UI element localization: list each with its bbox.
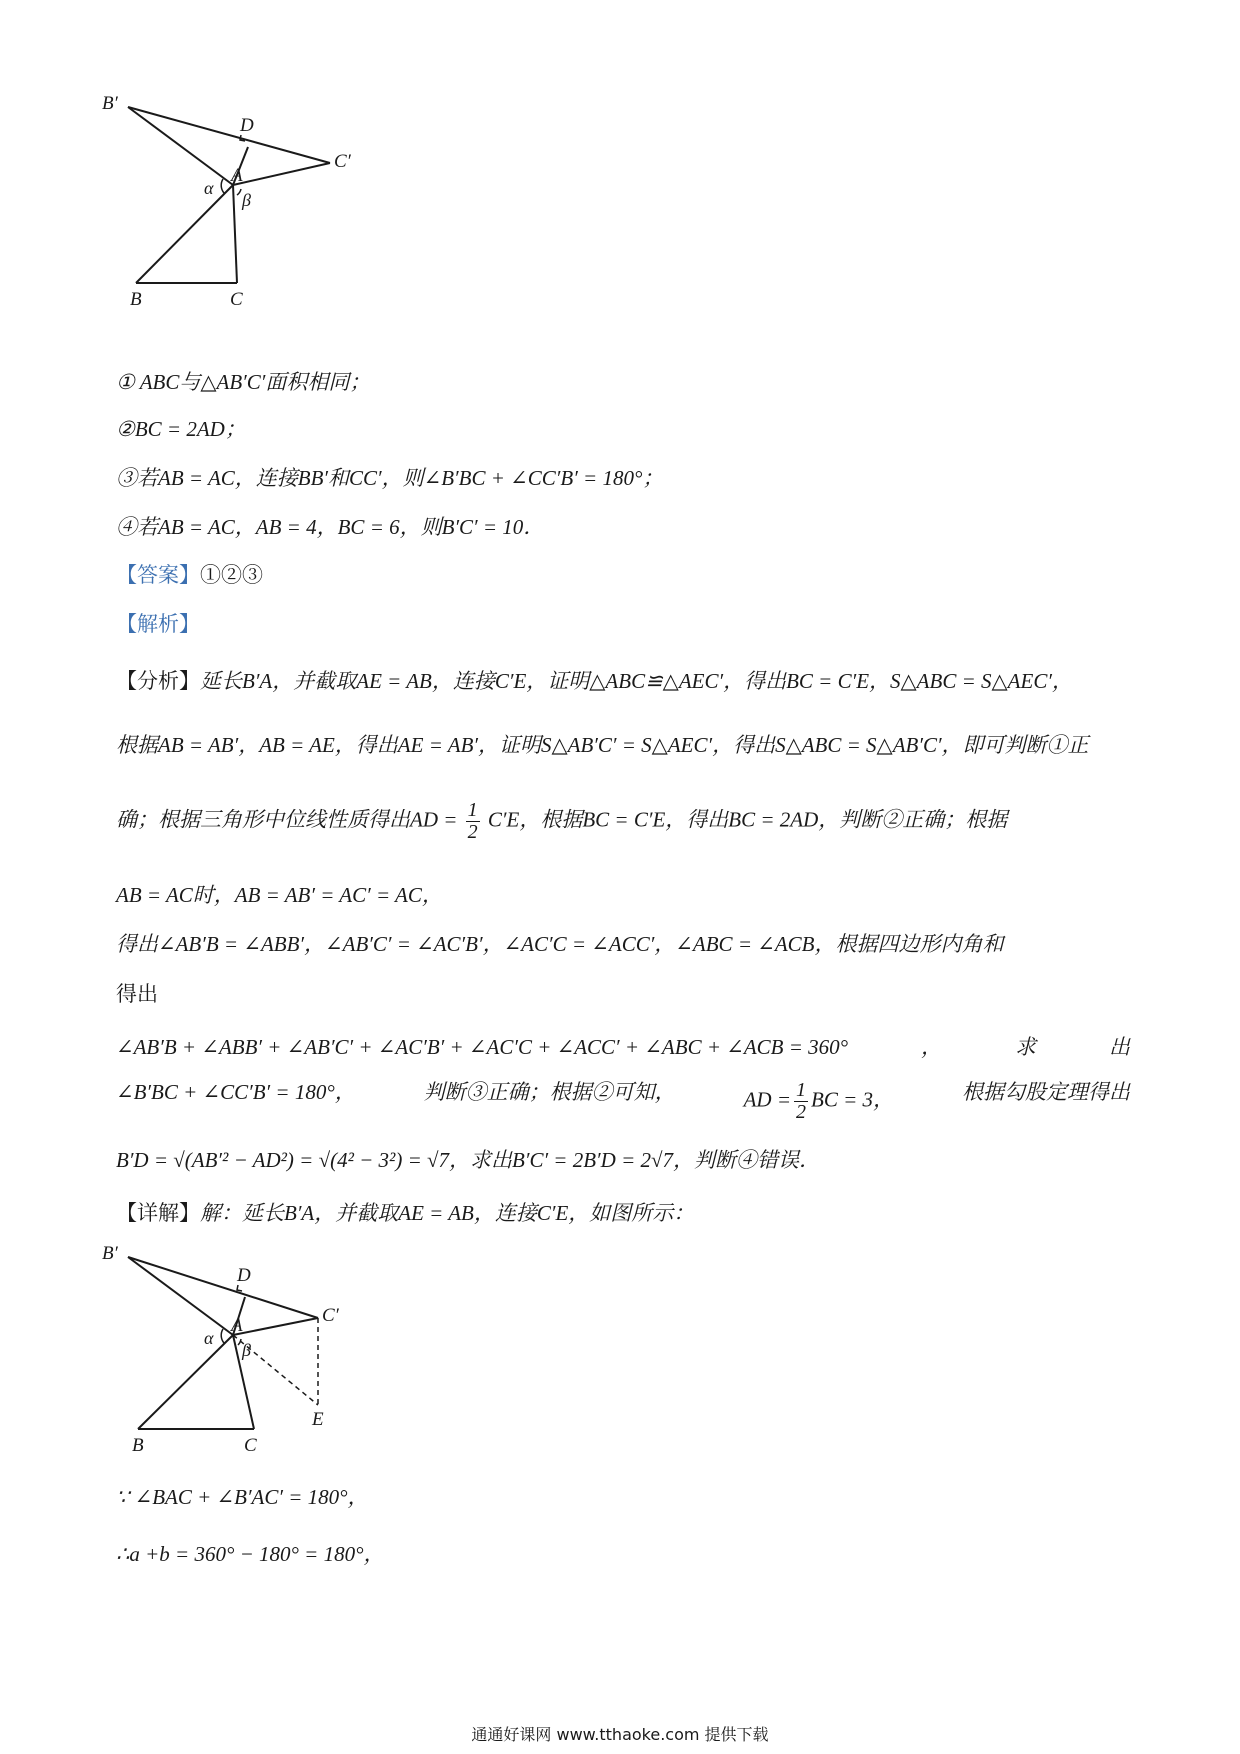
label-c: C bbox=[244, 1435, 257, 1456]
fenxi-text-1: 延长B′A，并截取AE = AB，连接C′E，证明△ABC≌△AEC′，得出BC = C′E，S△ABC = S△AEC′， bbox=[200, 669, 1073, 693]
label-b-prime: B′ bbox=[102, 1245, 118, 1264]
fenxi-line-3-post: C′E，根据BC = C′E，得出BC = 2AD，判断②正确；根据 bbox=[487, 807, 1008, 832]
figure-triangle-with-extension bbox=[100, 1245, 380, 1475]
because-line: ∵ ∠BAC + ∠B′AC′ = 180°， bbox=[116, 1485, 369, 1509]
answer-value: ①②③ bbox=[200, 563, 263, 587]
segment-a-b bbox=[138, 1335, 233, 1429]
fenxi-line-6: 得出 bbox=[116, 982, 158, 1006]
page-footer: 通通好课网 www.tthaoke.com 提供下载 bbox=[471, 1725, 769, 1744]
statement-4: ④若AB = AC，AB = 4，BC = 6，则B′C′ = 10． bbox=[116, 515, 545, 539]
fraction-denominator: 2 bbox=[467, 821, 478, 843]
fenxi-line-8-a: ∠B′BC + ∠CC′B′ = 180°， bbox=[116, 1080, 356, 1104]
angle-alpha-arc bbox=[221, 1329, 224, 1343]
therefore-line: ∴a +b = 360° − 180° = 180°， bbox=[116, 1542, 385, 1566]
analysis-heading bbox=[116, 612, 200, 637]
detail-tag: 【详解】 bbox=[116, 1201, 200, 1225]
label-b-prime: B′ bbox=[102, 95, 118, 114]
angle-alpha-arc bbox=[221, 179, 224, 193]
fenxi-line-2: 根据AB = AB′，AB = AE，得出AE = AB′，证明S△AB′C′ = S△AEC′，得出S△ABC = S△AB′C′，即可判断①正 bbox=[116, 733, 1089, 757]
fenxi-line-1 bbox=[116, 669, 1073, 694]
answer-tag: 【答案】 bbox=[116, 563, 200, 587]
fenxi-line-7-chu: 出 bbox=[1108, 1035, 1130, 1059]
statement-3: ③若AB = AC，连接BB′和CC′，则∠B′BC + ∠CC′B′ = 180°； bbox=[116, 466, 664, 490]
fenxi-line-5: 得出∠AB′B = ∠ABB′，∠AB′C′ = ∠AC′B′，∠AC′C = ∠ACC′，∠ABC = ∠ACB，根据四边形内角和 bbox=[116, 932, 1004, 956]
label-e: E bbox=[312, 1409, 324, 1430]
segment-b-prime-a bbox=[128, 1257, 233, 1335]
label-d: D bbox=[237, 1265, 251, 1286]
label-b: B bbox=[132, 1435, 144, 1456]
segment-a-c-prime bbox=[233, 1318, 318, 1335]
fenxi-line-3-pre: 确；根据三角形中位线性质得出AD = bbox=[116, 807, 458, 832]
fenxi-tag: 【分析】 bbox=[116, 669, 200, 693]
fraction-one-half-2 bbox=[794, 1080, 808, 1123]
fenxi-line-7-qiu: 求 bbox=[1015, 1035, 1037, 1059]
answer-line bbox=[116, 563, 263, 588]
fenxi-line-8-ad: AD = bbox=[743, 1087, 792, 1112]
fraction-one-half bbox=[466, 800, 480, 843]
fenxi-line-8-e: 根据勾股定理得出 bbox=[961, 1080, 1130, 1104]
segment-b-prime-c-prime bbox=[128, 1257, 318, 1318]
fenxi-line-4: AB = AC时，AB = AB′ = AC′ = AC， bbox=[116, 883, 443, 907]
segment-b-prime-a bbox=[128, 107, 233, 185]
label-a: A bbox=[231, 165, 243, 186]
fenxi-line-8 bbox=[116, 1080, 1130, 1123]
fraction-denominator-2: 2 bbox=[796, 1101, 807, 1123]
label-c-prime: C′ bbox=[334, 151, 351, 172]
fraction-numerator: 1 bbox=[467, 799, 478, 821]
label-a: A bbox=[231, 1315, 243, 1336]
label-alpha: α bbox=[204, 1328, 214, 1348]
fraction-numerator-2: 1 bbox=[796, 1079, 807, 1101]
angle-beta-arc bbox=[237, 189, 241, 195]
label-b: B bbox=[130, 289, 142, 310]
segment-b-prime-c-prime bbox=[128, 107, 330, 163]
fenxi-line-7 bbox=[116, 1035, 1130, 1060]
segment-a-c bbox=[233, 185, 237, 283]
fenxi-line-7-comma: ， bbox=[921, 1035, 943, 1059]
label-c: C bbox=[230, 289, 243, 310]
fenxi-line-9: B′D = √(AB′² − AD²) = √(4² − 3²) = √7，求出B′C′ = 2B′D = 2√7，判断④错误． bbox=[116, 1148, 821, 1172]
detail-text: 解：延长B′A，并截取AE = AB，连接C′E，如图所示： bbox=[200, 1201, 695, 1225]
segment-a-b bbox=[136, 185, 233, 283]
fenxi-line-3 bbox=[116, 800, 1007, 843]
fenxi-line-8-bc: BC = 3， bbox=[811, 1087, 895, 1112]
fenxi-line-8-c bbox=[744, 1080, 894, 1123]
fenxi-line-7-equation: ∠AB′B + ∠ABB′ + ∠AB′C′ + ∠AC′B′ + ∠AC′C + ∠ACC′ + ∠ABC + ∠ACB = 360° bbox=[116, 1035, 849, 1059]
fenxi-line-8-b: 判断③正确；根据②可知， bbox=[423, 1080, 676, 1104]
statement-2: ②BC = 2AD； bbox=[116, 417, 246, 441]
statement-1: ① ABC与△AB′C′面积相同； bbox=[116, 370, 371, 394]
label-c-prime: C′ bbox=[322, 1305, 339, 1326]
analysis-tag: 【解析】 bbox=[116, 612, 200, 636]
label-beta: β bbox=[242, 1340, 251, 1360]
figure-triangle-rotation bbox=[100, 95, 380, 345]
label-beta: β bbox=[242, 190, 251, 210]
segment-a-c-prime bbox=[233, 163, 330, 185]
label-d: D bbox=[240, 115, 254, 136]
label-alpha: α bbox=[204, 178, 214, 198]
detail-line bbox=[116, 1201, 694, 1226]
